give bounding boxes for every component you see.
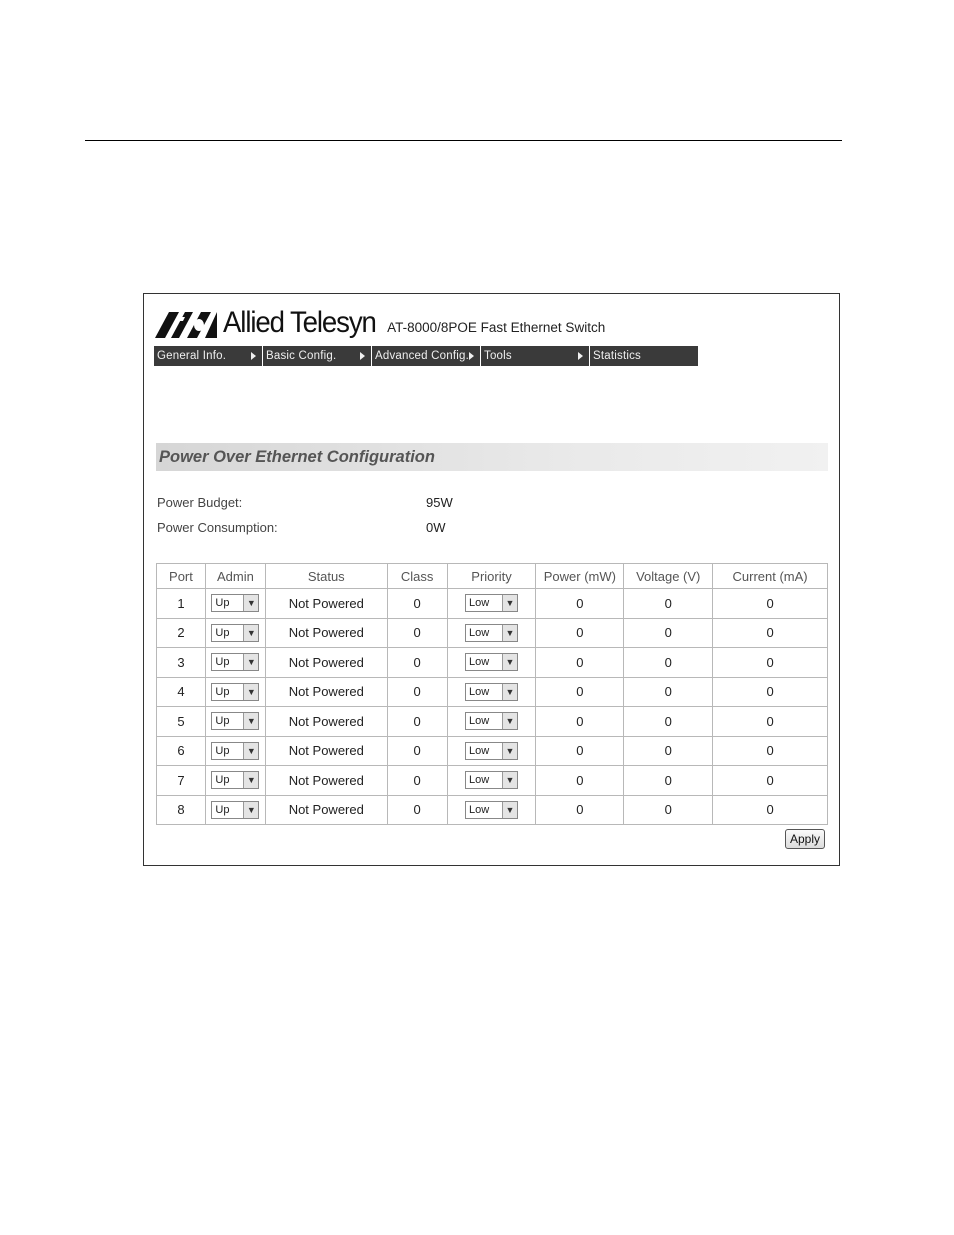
- cell-current: 0: [713, 618, 828, 648]
- page-title: Power Over Ethernet Configuration: [159, 448, 435, 466]
- table-row: [157, 648, 828, 678]
- cell-class: 0: [387, 677, 447, 707]
- admin-select[interactable]: [211, 683, 259, 701]
- nav-statistics[interactable]: [590, 346, 698, 366]
- select-value: Low: [469, 803, 490, 816]
- cell-admin: [205, 707, 265, 737]
- cell-class: 0: [387, 766, 447, 796]
- admin-select[interactable]: [211, 771, 259, 789]
- chevron-down-icon: ▼: [243, 713, 258, 729]
- cell-status: Not Powered: [265, 707, 387, 737]
- power-budget-value: 95W: [426, 495, 453, 510]
- select-value: Up: [215, 803, 230, 816]
- cell-port: 7: [157, 766, 206, 796]
- product-name: AT-8000/8POE Fast Ethernet Switch: [387, 320, 606, 335]
- cell-voltage: 0: [624, 736, 713, 766]
- select-value: Low: [469, 774, 490, 787]
- nav-general-info[interactable]: [154, 346, 262, 366]
- admin-select[interactable]: [211, 801, 259, 819]
- cell-current: 0: [713, 736, 828, 766]
- nav-label: Statistics: [593, 350, 642, 362]
- power-consumption-value: 0W: [426, 520, 446, 535]
- col-header-current: Current (mA): [713, 564, 828, 589]
- select-value: Up: [215, 685, 230, 698]
- col-header-power: Power (mW): [536, 564, 624, 589]
- col-header-voltage: Voltage (V): [624, 564, 713, 589]
- chevron-down-icon: ▼: [502, 684, 517, 700]
- table-row: [157, 766, 828, 796]
- cell-admin: [205, 589, 265, 619]
- cell-power: 0: [536, 736, 624, 766]
- nav-label: Tools: [484, 350, 512, 362]
- priority-select[interactable]: [465, 771, 518, 789]
- cell-priority: [447, 648, 536, 678]
- apply-button[interactable]: Apply: [785, 829, 825, 849]
- table-row: [157, 707, 828, 737]
- cell-voltage: 0: [624, 648, 713, 678]
- nav-advanced-config[interactable]: [372, 346, 480, 366]
- nav-label: Advanced Config.: [375, 350, 469, 362]
- admin-select[interactable]: [211, 742, 259, 760]
- cell-class: 0: [387, 618, 447, 648]
- select-value: Low: [469, 744, 490, 757]
- triangle-right-icon: [360, 352, 365, 360]
- chevron-down-icon: ▼: [243, 772, 258, 788]
- screenshot-frame: [143, 293, 840, 866]
- power-budget-label: Power Budget:: [157, 495, 243, 510]
- admin-select[interactable]: [211, 653, 259, 671]
- cell-priority: [447, 618, 536, 648]
- col-header-admin: Admin: [205, 564, 265, 589]
- chevron-down-icon: ▼: [502, 713, 517, 729]
- select-value: Up: [215, 626, 230, 639]
- cell-voltage: 0: [624, 677, 713, 707]
- chevron-down-icon: ▼: [502, 595, 517, 611]
- cell-admin: [205, 618, 265, 648]
- triangle-right-icon: [251, 352, 256, 360]
- select-value: Low: [469, 656, 490, 669]
- cell-port: 6: [157, 736, 206, 766]
- chevron-down-icon: ▼: [502, 743, 517, 759]
- table-row: [157, 589, 828, 619]
- select-value: Up: [215, 744, 230, 757]
- cell-power: 0: [536, 707, 624, 737]
- select-value: Up: [215, 715, 230, 728]
- triangle-right-icon: [469, 352, 474, 360]
- priority-select[interactable]: [465, 594, 518, 612]
- cell-priority: [447, 707, 536, 737]
- cell-power: 0: [536, 677, 624, 707]
- cell-admin: [205, 648, 265, 678]
- chevron-down-icon: ▼: [502, 654, 517, 670]
- allied-telesyn-logo-icon: [155, 312, 217, 338]
- chevron-down-icon: ▼: [243, 684, 258, 700]
- cell-port: 4: [157, 677, 206, 707]
- select-value: Up: [215, 774, 230, 787]
- power-consumption-label: Power Consumption:: [157, 520, 278, 535]
- cell-priority: [447, 795, 536, 825]
- page-title-bar: [156, 443, 828, 471]
- cell-port: 2: [157, 618, 206, 648]
- select-value: Low: [469, 715, 490, 728]
- cell-power: 0: [536, 648, 624, 678]
- nav-label: Basic Config.: [266, 350, 337, 362]
- cell-current: 0: [713, 677, 828, 707]
- cell-class: 0: [387, 648, 447, 678]
- cell-priority: [447, 766, 536, 796]
- priority-select[interactable]: [465, 624, 518, 642]
- triangle-right-icon: [578, 352, 583, 360]
- cell-current: 0: [713, 766, 828, 796]
- cell-power: 0: [536, 618, 624, 648]
- cell-voltage: 0: [624, 766, 713, 796]
- cell-status: Not Powered: [265, 618, 387, 648]
- priority-select[interactable]: [465, 712, 518, 730]
- chevron-down-icon: ▼: [243, 625, 258, 641]
- table-row: [157, 677, 828, 707]
- priority-select[interactable]: [465, 653, 518, 671]
- cell-class: 0: [387, 736, 447, 766]
- cell-voltage: 0: [624, 589, 713, 619]
- chevron-down-icon: ▼: [502, 625, 517, 641]
- cell-status: Not Powered: [265, 736, 387, 766]
- chevron-down-icon: ▼: [502, 772, 517, 788]
- cell-admin: [205, 766, 265, 796]
- select-value: Up: [215, 597, 230, 610]
- select-value: Low: [469, 685, 490, 698]
- cell-admin: [205, 677, 265, 707]
- chevron-down-icon: ▼: [243, 743, 258, 759]
- cell-priority: [447, 677, 536, 707]
- nav-tools[interactable]: [481, 346, 589, 366]
- chevron-down-icon: ▼: [243, 654, 258, 670]
- cell-admin: [205, 736, 265, 766]
- select-value: Low: [469, 597, 490, 610]
- select-value: Up: [215, 656, 230, 669]
- col-header-port: Port: [157, 564, 206, 589]
- cell-voltage: 0: [624, 707, 713, 737]
- cell-port: 8: [157, 795, 206, 825]
- brand-name: Allied Telesyn: [223, 306, 376, 339]
- brand-header: [155, 306, 605, 338]
- cell-status: Not Powered: [265, 677, 387, 707]
- cell-status: Not Powered: [265, 795, 387, 825]
- cell-class: 0: [387, 707, 447, 737]
- cell-class: 0: [387, 795, 447, 825]
- cell-power: 0: [536, 795, 624, 825]
- cell-current: 0: [713, 795, 828, 825]
- cell-status: Not Powered: [265, 589, 387, 619]
- nav-label: General Info.: [157, 350, 227, 362]
- chevron-down-icon: ▼: [502, 802, 517, 818]
- cell-admin: [205, 795, 265, 825]
- col-header-class: Class: [387, 564, 447, 589]
- cell-port: 1: [157, 589, 206, 619]
- cell-voltage: 0: [624, 618, 713, 648]
- cell-priority: [447, 736, 536, 766]
- col-header-status: Status: [265, 564, 387, 589]
- cell-port: 3: [157, 648, 206, 678]
- admin-select[interactable]: [211, 594, 259, 612]
- table-row: [157, 736, 828, 766]
- cell-current: 0: [713, 648, 828, 678]
- cell-priority: [447, 589, 536, 619]
- poe-port-table: [156, 563, 828, 825]
- priority-select[interactable]: [465, 801, 518, 819]
- col-header-priority: Priority: [447, 564, 536, 589]
- select-value: Low: [469, 626, 490, 639]
- main-nav: [154, 346, 699, 366]
- page-top-rule: [85, 140, 842, 141]
- priority-select[interactable]: [465, 742, 518, 760]
- table-row: [157, 795, 828, 825]
- cell-port: 5: [157, 707, 206, 737]
- chevron-down-icon: ▼: [243, 802, 258, 818]
- table-row: [157, 618, 828, 648]
- admin-select[interactable]: [211, 712, 259, 730]
- cell-class: 0: [387, 589, 447, 619]
- cell-status: Not Powered: [265, 766, 387, 796]
- cell-status: Not Powered: [265, 648, 387, 678]
- cell-power: 0: [536, 589, 624, 619]
- table-header-row: [157, 564, 828, 589]
- chevron-down-icon: ▼: [243, 595, 258, 611]
- priority-select[interactable]: [465, 683, 518, 701]
- cell-current: 0: [713, 707, 828, 737]
- nav-basic-config[interactable]: [263, 346, 371, 366]
- admin-select[interactable]: [211, 624, 259, 642]
- cell-current: 0: [713, 589, 828, 619]
- cell-voltage: 0: [624, 795, 713, 825]
- cell-power: 0: [536, 766, 624, 796]
